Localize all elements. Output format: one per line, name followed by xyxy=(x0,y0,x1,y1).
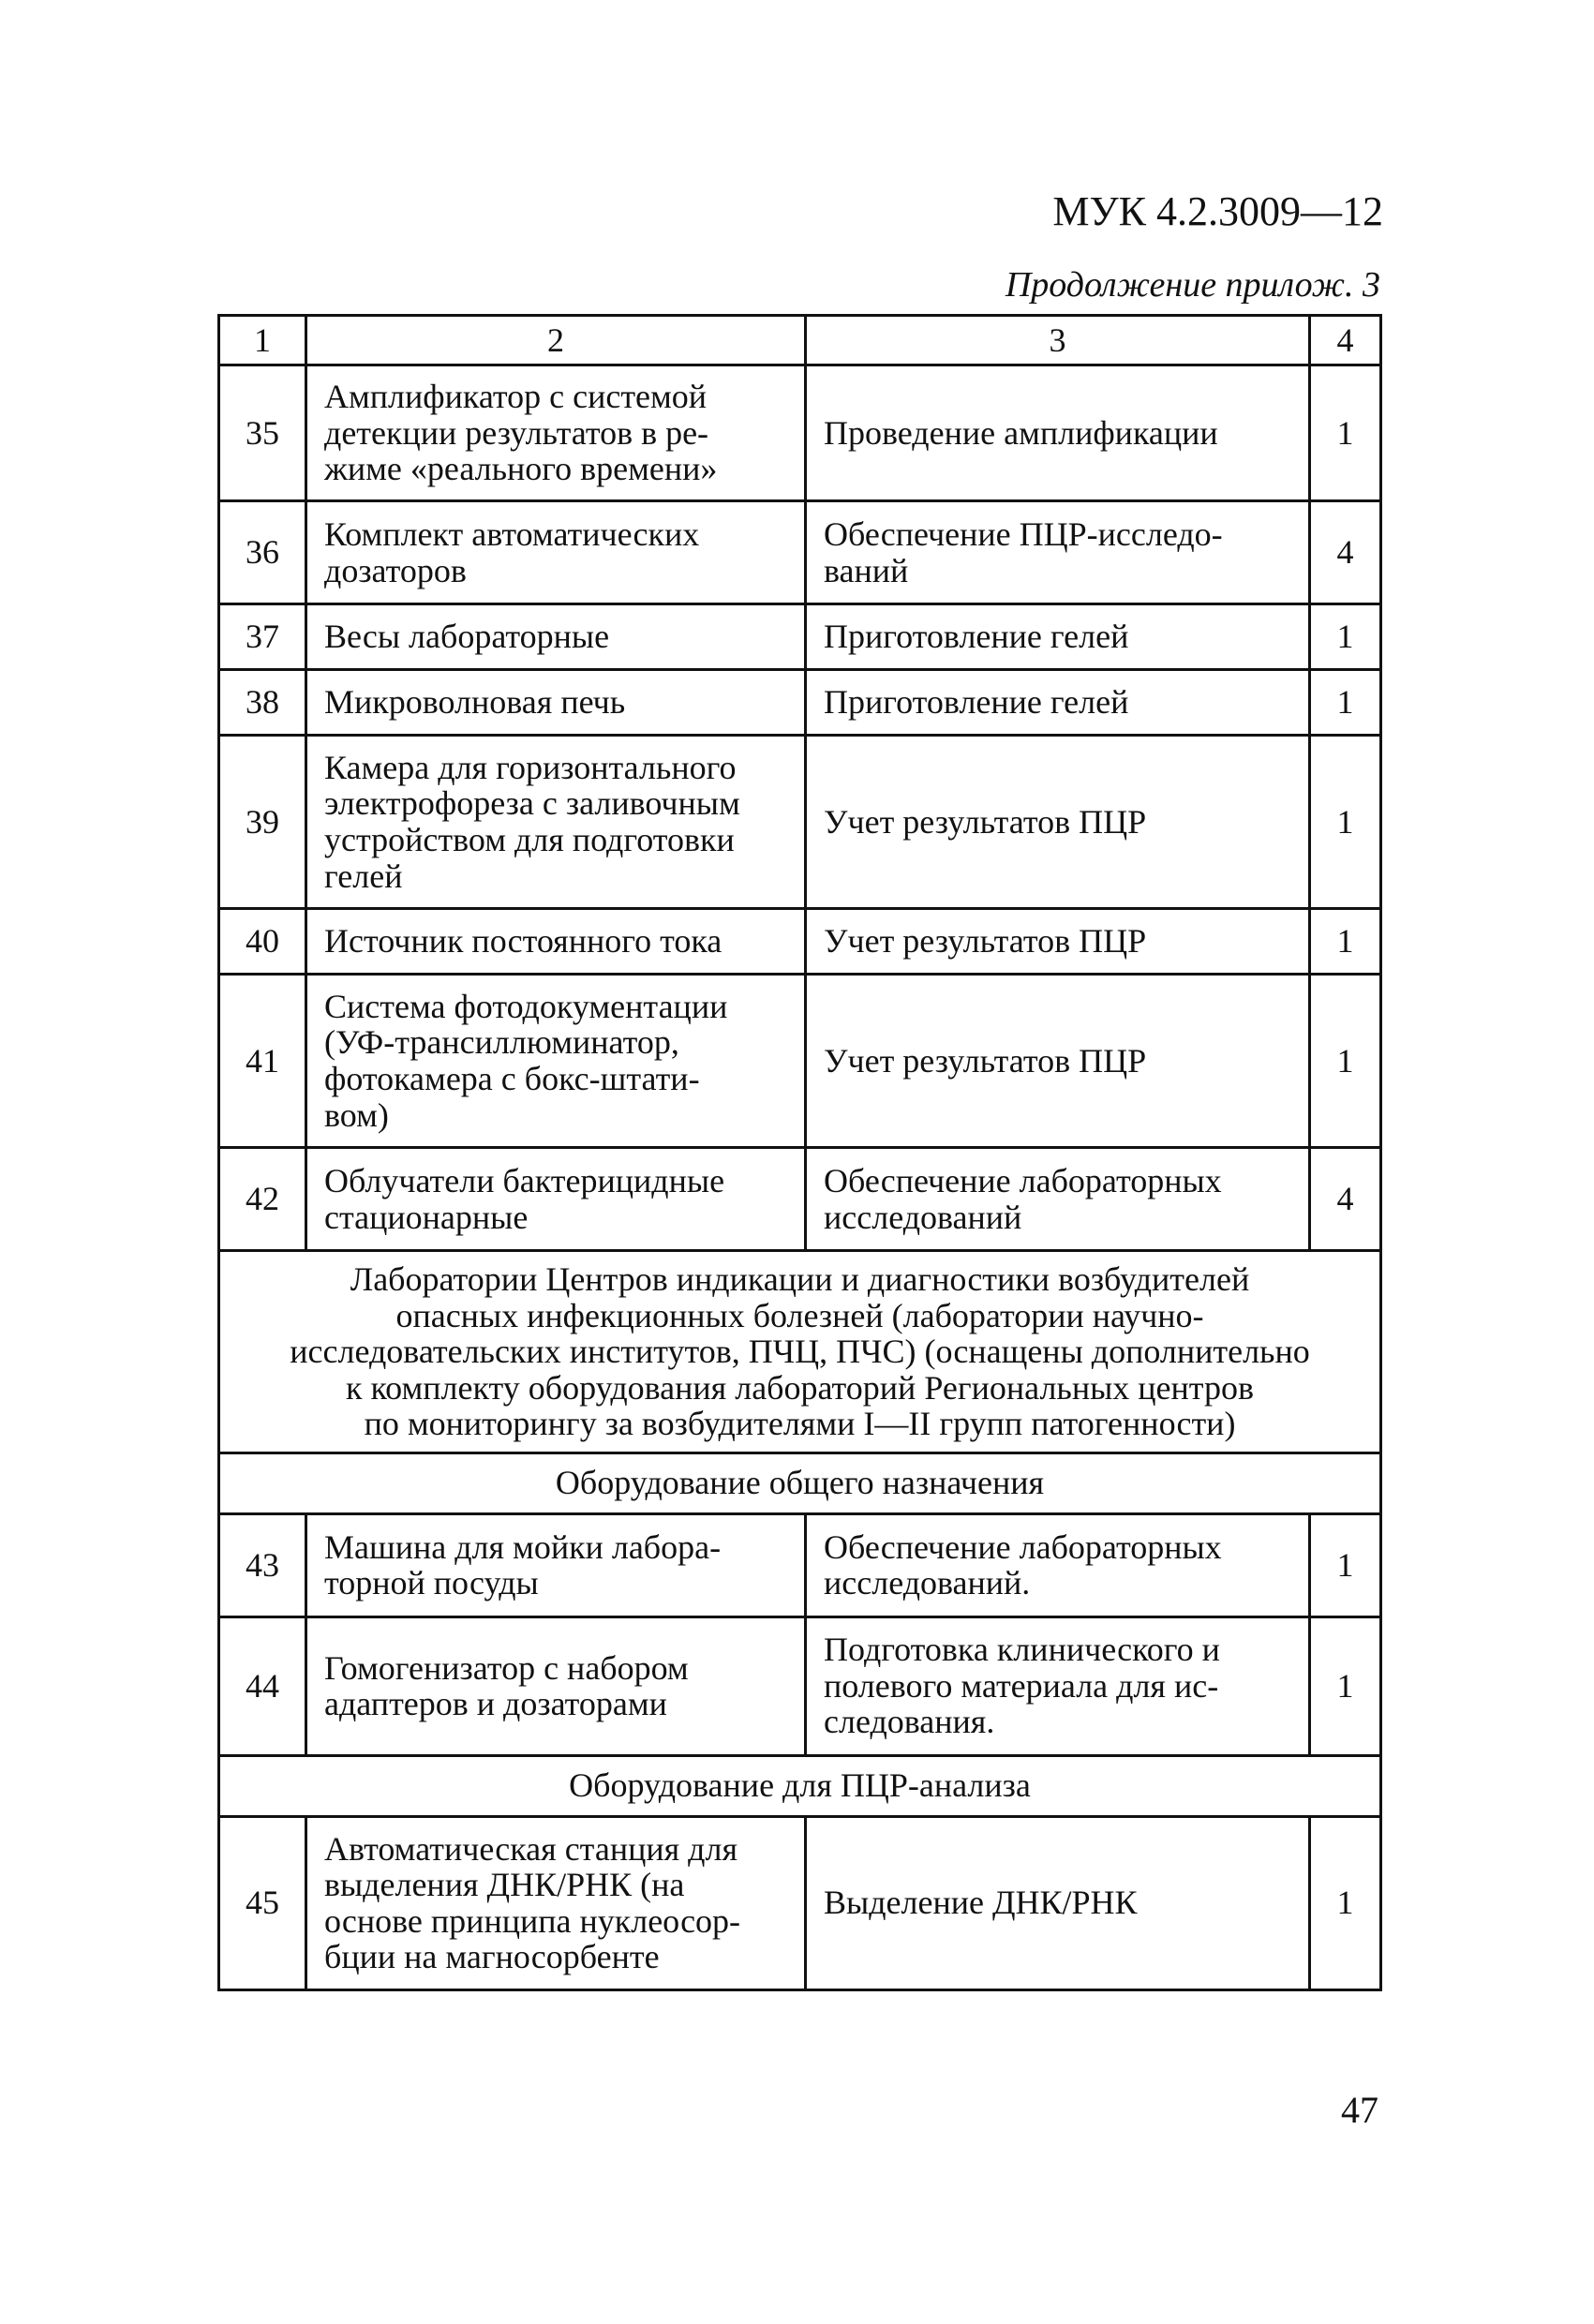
table-row xyxy=(219,736,1381,909)
equipment-purpose: Подготовка клинического и полевого материала для ис- следования. xyxy=(806,1616,1310,1755)
row-number: 38 xyxy=(219,670,306,736)
equipment-name: Камера для горизонтального электрофореза с заливочным устройством для подготовки гелей xyxy=(306,736,806,909)
section-row xyxy=(219,1251,1381,1453)
equipment-quantity: 1 xyxy=(1310,1616,1381,1755)
equipment-purpose: Приготовление гелей xyxy=(806,670,1310,736)
equipment-name: Весы лабораторные xyxy=(306,604,806,670)
table-row xyxy=(219,1513,1381,1616)
column-header: 1 xyxy=(219,316,306,365)
equipment-name: Система фотодокументации (УФ-трансиллюминатор, фотокамера с бокс-штати- вом) xyxy=(306,975,806,1148)
equipment-purpose: Учет результатов ПЦР xyxy=(806,736,1310,909)
table-row xyxy=(219,365,1381,501)
equipment-name: Источник постоянного тока xyxy=(306,909,806,975)
equipment-purpose: Учет результатов ПЦР xyxy=(806,909,1310,975)
equipment-purpose: Учет результатов ПЦР xyxy=(806,975,1310,1148)
row-number: 44 xyxy=(219,1616,306,1755)
column-header: 4 xyxy=(1310,316,1381,365)
table-row xyxy=(219,909,1381,975)
table-row xyxy=(219,670,1381,736)
equipment-quantity: 1 xyxy=(1310,1816,1381,1989)
row-number: 41 xyxy=(219,975,306,1148)
table-row xyxy=(219,1148,1381,1251)
equipment-purpose: Обеспечение лабораторных исследований xyxy=(806,1148,1310,1251)
table-row xyxy=(219,975,1381,1148)
document-code: МУК 4.2.3009—12 xyxy=(1052,188,1383,234)
equipment-quantity: 1 xyxy=(1310,604,1381,670)
row-number: 37 xyxy=(219,604,306,670)
equipment-quantity: 4 xyxy=(1310,501,1381,604)
equipment-quantity: 1 xyxy=(1310,1513,1381,1616)
row-number: 43 xyxy=(219,1513,306,1616)
subsection-pcr-title: Оборудование для ПЦР-анализа xyxy=(219,1755,1381,1816)
row-number: 42 xyxy=(219,1148,306,1251)
equipment-purpose: Приготовление гелей xyxy=(806,604,1310,670)
equipment-table xyxy=(217,314,1382,1991)
equipment-name: Машина для мойки лабора- торной посуды xyxy=(306,1513,806,1616)
equipment-purpose: Обеспечение ПЦР-исследо- ваний xyxy=(806,501,1310,604)
equipment-quantity: 1 xyxy=(1310,365,1381,501)
equipment-purpose: Обеспечение лабораторных исследований. xyxy=(806,1513,1310,1616)
column-header: 2 xyxy=(306,316,806,365)
equipment-quantity: 1 xyxy=(1310,909,1381,975)
table-row xyxy=(219,1616,1381,1755)
equipment-name: Микроволновая печь xyxy=(306,670,806,736)
equipment-quantity: 4 xyxy=(1310,1148,1381,1251)
row-number: 35 xyxy=(219,365,306,501)
section-title: Лаборатории Центров индикации и диагностики возбудителей опасных инфекционных болезней (лаборатории научно- исследовательских институтов, ПЧЦ, ПЧС) (оснащены дополнительно к комплекту оборудования лабораторий Региональных центров по мониторингу за возбудителями I—II групп патогенности) xyxy=(219,1251,1381,1453)
equipment-purpose: Выделение ДНК/РНК xyxy=(806,1816,1310,1989)
equipment-name: Облучатели бактерицидные стационарные xyxy=(306,1148,806,1251)
table-header-row xyxy=(219,316,1381,365)
row-number: 36 xyxy=(219,501,306,604)
row-number: 39 xyxy=(219,736,306,909)
equipment-purpose: Проведение амплификации xyxy=(806,365,1310,501)
subsection-general-title: Оборудование общего назначения xyxy=(219,1452,1381,1513)
row-number: 45 xyxy=(219,1816,306,1989)
equipment-name: Амплификатор с системой детекции результатов в ре- жиме «реального времени» xyxy=(306,365,806,501)
table-row xyxy=(219,1816,1381,1989)
table-row xyxy=(219,501,1381,604)
equipment-quantity: 1 xyxy=(1310,670,1381,736)
table-row xyxy=(219,604,1381,670)
column-header: 3 xyxy=(806,316,1310,365)
subsection-row xyxy=(219,1755,1381,1816)
equipment-name: Гомогенизатор с набором адаптеров и дозаторами xyxy=(306,1616,806,1755)
equipment-name: Автоматическая станция для выделения ДНК/РНК (на основе принципа нуклеосор- бции на магносорбенте xyxy=(306,1816,806,1989)
equipment-quantity: 1 xyxy=(1310,736,1381,909)
subsection-row xyxy=(219,1452,1381,1513)
row-number: 40 xyxy=(219,909,306,975)
page-number: 47 xyxy=(1341,2089,1378,2131)
equipment-name: Комплект автоматических дозаторов xyxy=(306,501,806,604)
continuation-label: Продолжение прилож. 3 xyxy=(1005,265,1380,305)
equipment-quantity: 1 xyxy=(1310,975,1381,1148)
